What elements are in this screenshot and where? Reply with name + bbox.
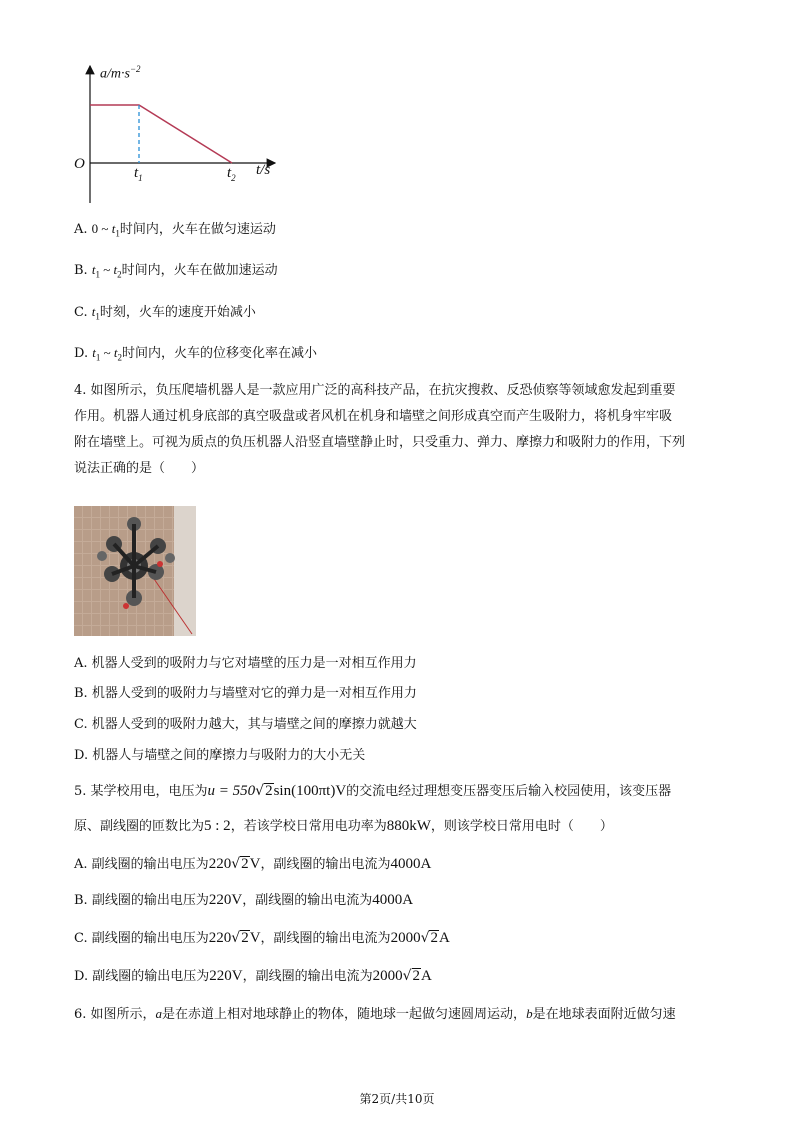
- acceleration-line: [90, 105, 232, 163]
- q3-option-c: C. $t_1$时刻，火车的速度开始减小: [74, 304, 256, 322]
- q3-option-a: A. 0 ~ $t_1$时间内，火车在做匀速运动: [74, 221, 276, 239]
- q5-option-b: B. 副线圈的输出电压为220V，副线圈的输出电流为4000A: [74, 892, 414, 908]
- acceleration-time-graph: [70, 58, 290, 208]
- q4-option-d: D. 机器人与墙壁之间的摩擦力与吸附力的大小无关: [74, 748, 366, 763]
- q5-option-d: D. 副线圈的输出电压为220V，副线圈的输出电流为2000√2A: [74, 968, 432, 984]
- y-axis-label: $a/m\cdot s^{-2}$: [100, 64, 141, 82]
- t2-label: $t_2$: [227, 165, 236, 183]
- page-footer: 第2页/共10页: [359, 1092, 435, 1106]
- wall-climbing-robot-photo: [74, 506, 196, 636]
- q3-option-d: D. $t_1$ ~ $t_2$时间内，火车的位移变化率在减小: [74, 345, 318, 363]
- q5-stem-line1: 5. 某学校用电，电压为u = 550√2sin(100πt)V的交流电经过理想变压器变压后输入校园使用，该变压器: [74, 783, 672, 799]
- q6-stem: 6. 如图所示，a是在赤道上相对地球静止的物体，随地球一起做匀速圆周运动，b是在地球表面附近做匀速: [74, 1006, 676, 1022]
- q4-option-c: C. 机器人受到的吸附力越大，其与墙壁之间的摩擦力就越大: [74, 717, 417, 732]
- q5-stem-line2: 原、副线圈的匝数比为5 : 2，若该学校日常用电功率为880kW，则该学校日常用电时（ ）: [74, 818, 613, 834]
- q4-option-a: A. 机器人受到的吸附力与它对墙壁的压力是一对相互作用力: [74, 656, 417, 671]
- origin-label: O: [74, 156, 85, 172]
- q4-stem: 4. 如图所示，负压爬墙机器人是一款应用广泛的高科技产品，在抗灾搜救、反恐侦察等领域愈发起到重要 作用。机器人通过机身底部的真空吸盘或者风机在机身和墙壁之间形成真空而产生吸附力，将机身牢牢吸 附在墙壁上。可视为质点的负压机器人沿竖直墙壁静止时，只受重力、弹力、摩擦力和吸附力的作用，下列 说法正确的是（ ）: [74, 383, 686, 476]
- x-axis-label: t/s: [256, 162, 271, 178]
- q5-option-c: C. 副线圈的输出电压为220√2V，副线圈的输出电流为2000√2A: [74, 930, 450, 946]
- q4-option-b: B. 机器人受到的吸附力与墙壁对它的弹力是一对相互作用力: [74, 686, 417, 701]
- t1-label: $t_1$: [134, 165, 143, 183]
- q5-option-a: A. 副线圈的输出电压为220√2V，副线圈的输出电流为4000A: [74, 856, 432, 872]
- q3-option-b: B. $t_1$ ~ $t_2$时间内，火车在做加速运动: [74, 262, 278, 280]
